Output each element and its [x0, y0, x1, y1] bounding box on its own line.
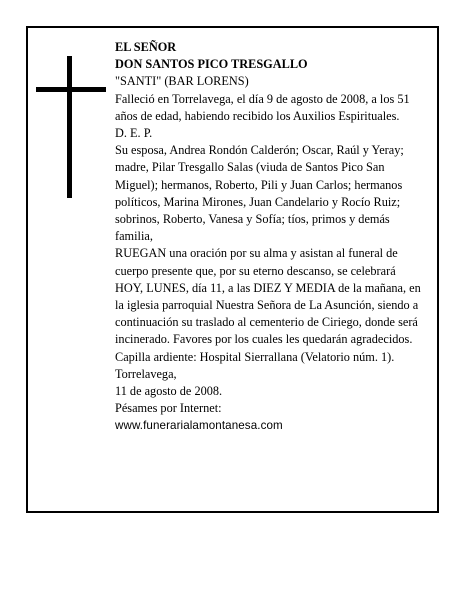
family-list: Su esposa, Andrea Rondón Calderón; Oscar, Raúl y Yeray; madre, Pilar Tresgallo Salas (viuda de Santos Pico San Miguel); hermanos, Roberto, Pili y Juan Carlos; hermanos políticos, Marina Mirones, Juan Candelario y Rocío Ruiz; sobrinos, Roberto, Vanesa y Sofía; tíos, primos y demás familia, [115, 143, 404, 244]
deceased-name: DON SANTOS PICO TRESGALLO [115, 57, 308, 72]
title-line-1: EL SEÑOR [115, 40, 177, 54]
cross-icon [36, 56, 106, 198]
funeral-request: RUEGAN una oración por su alma y asistan al funeral de cuerpo presente que, por su eterno descanso, se celebrará HOY, LUNES, día 11, a las DIEZ Y MEDIA de la mañana, en la iglesia parroquial Nuestra Señora de La Asunción, siendo a continuación su traslado al cementerio de Ciriego, donde será incinerado. Favores por los cuales les quedarán agradecidos. Capilla ardiente: Hospital Sierrallana (Velatorio núm. 1). [115, 246, 421, 364]
place: Torrelavega, [115, 366, 177, 381]
obituary-text [115, 39, 425, 435]
website-link[interactable]: www.funerarialamontanesa.com [115, 419, 283, 433]
condolences-label: Pésames por Internet: [115, 401, 222, 416]
cross-vertical-bar [67, 56, 72, 198]
cross-horizontal-bar [36, 87, 106, 92]
rip: D. E. P. [115, 126, 153, 141]
date: 11 de agosto de 2008. [115, 384, 223, 399]
nickname: "SANTI" (BAR LORENS) [115, 74, 249, 89]
death-announcement: Falleció en Torrelavega, el día 9 de agosto de 2008, a los 51 años de edad, habiendo recibido los Auxilios Espirituales. [115, 91, 410, 123]
